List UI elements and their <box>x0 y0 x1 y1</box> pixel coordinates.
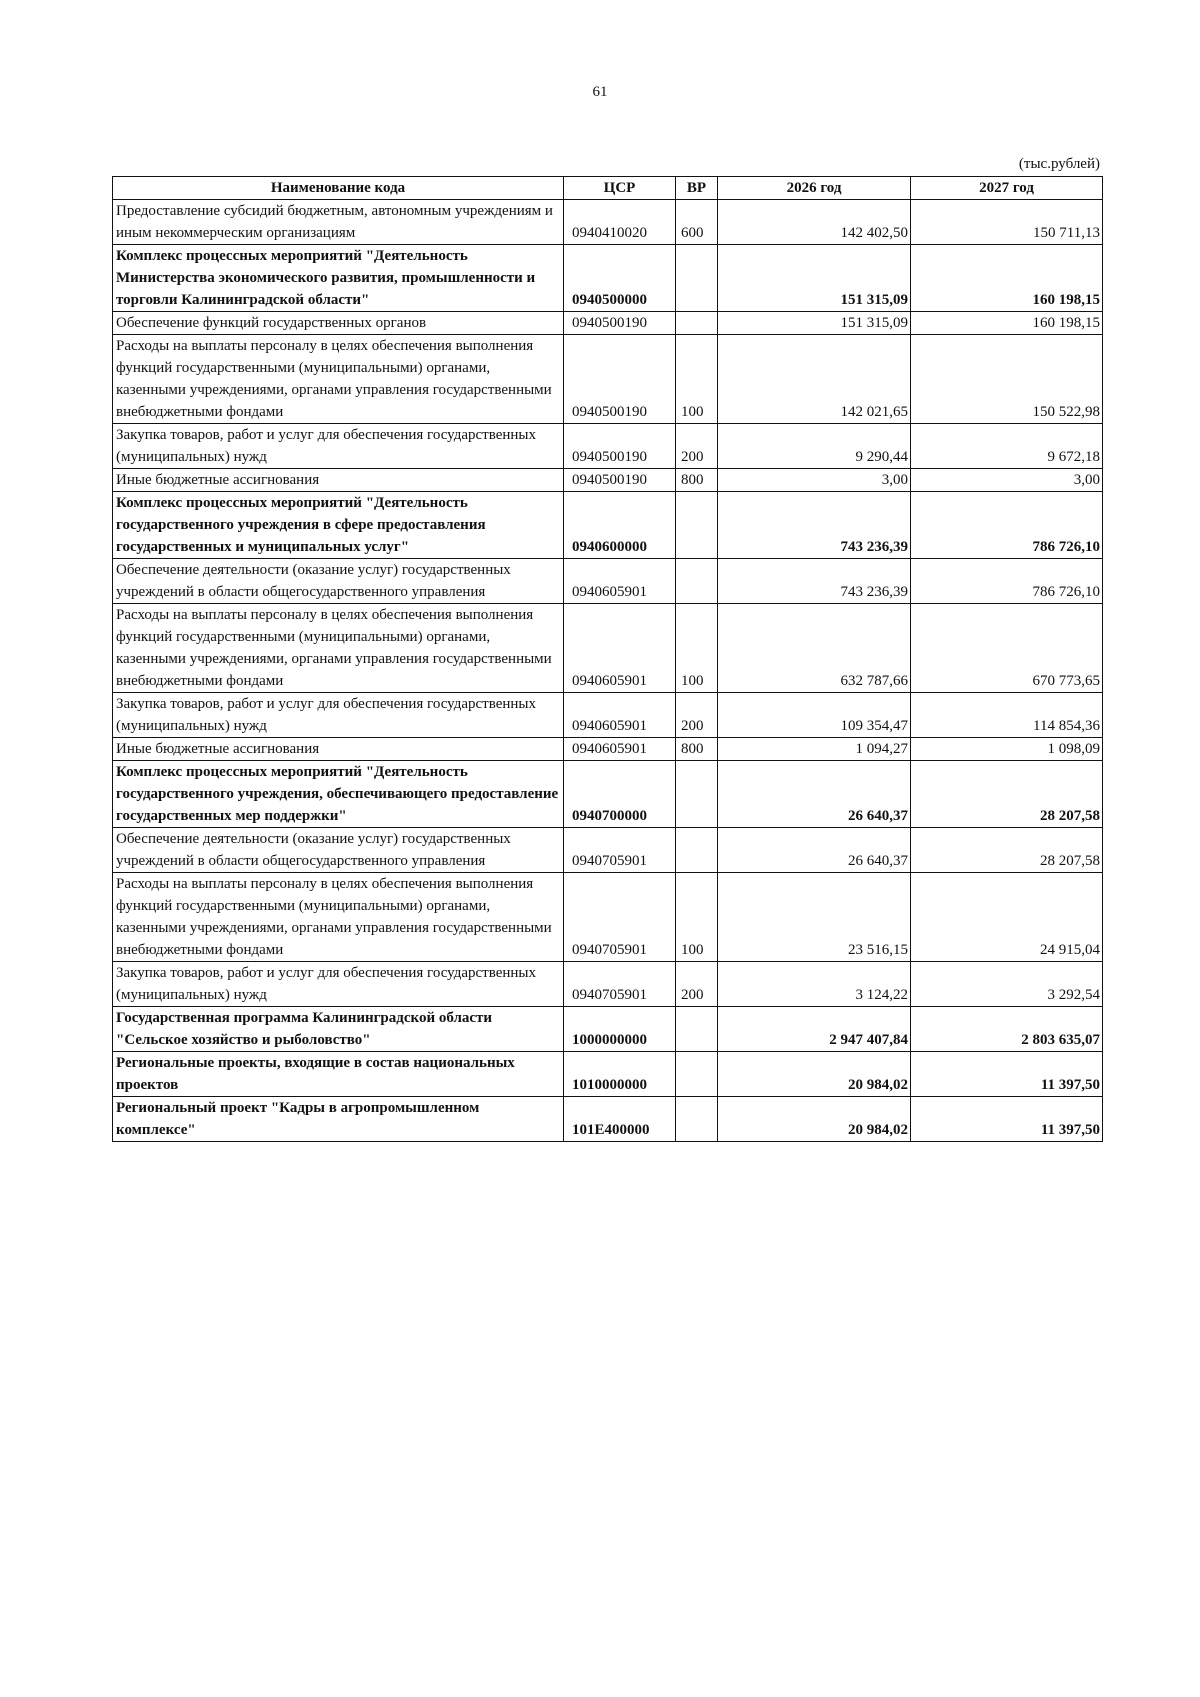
page-number: 61 <box>592 84 608 100</box>
row-2027: 114 854,36 <box>911 693 1103 738</box>
header-vr: ВР <box>676 177 718 200</box>
row-vr: 200 <box>676 424 718 469</box>
row-vr <box>676 559 718 604</box>
row-2026: 3,00 <box>718 469 911 492</box>
row-name: Обеспечение функций государственных органов <box>113 312 564 335</box>
header-2027: 2027 год <box>911 177 1103 200</box>
row-2027: 2 803 635,07 <box>911 1007 1103 1052</box>
row-vr: 800 <box>676 469 718 492</box>
table-row <box>113 1097 1103 1142</box>
row-2027: 160 198,15 <box>911 312 1103 335</box>
row-csr: 0940705901 <box>564 873 676 962</box>
row-csr: 0940600000 <box>564 492 676 559</box>
row-2026: 1 094,27 <box>718 738 911 761</box>
row-2026: 151 315,09 <box>718 312 911 335</box>
row-2026: 109 354,47 <box>718 693 911 738</box>
header-csr: ЦСР <box>564 177 676 200</box>
row-name: Иные бюджетные ассигнования <box>113 738 564 761</box>
row-2026: 632 787,66 <box>718 604 911 693</box>
unit-label: (тыс.рублей) <box>1018 156 1100 172</box>
row-csr: 0940410020 <box>564 200 676 245</box>
row-name: Комплекс процессных мероприятий "Деятельность государственного учреждения в сфере предоставления государственных и муниципальных услуг" <box>113 492 564 559</box>
row-2027: 3 292,54 <box>911 962 1103 1007</box>
row-name: Закупка товаров, работ и услуг для обеспечения государственных (муниципальных) нужд <box>113 424 564 469</box>
row-csr: 1010000000 <box>564 1052 676 1097</box>
table-row <box>113 962 1103 1007</box>
row-vr: 200 <box>676 693 718 738</box>
row-2027: 786 726,10 <box>911 559 1103 604</box>
row-name: Расходы на выплаты персоналу в целях обеспечения выполнения функций государственными (муниципальными) органами, казенными учреждениями, органами управления государственными внебюджетными фондами <box>113 873 564 962</box>
header-2026: 2026 год <box>718 177 911 200</box>
row-vr: 600 <box>676 200 718 245</box>
row-2026: 20 984,02 <box>718 1052 911 1097</box>
row-vr <box>676 245 718 312</box>
row-name: Региональный проект "Кадры в агропромышленном комплексе" <box>113 1097 564 1142</box>
row-2027: 670 773,65 <box>911 604 1103 693</box>
row-vr <box>676 761 718 828</box>
row-name: Иные бюджетные ассигнования <box>113 469 564 492</box>
row-2026: 9 290,44 <box>718 424 911 469</box>
row-2026: 23 516,15 <box>718 873 911 962</box>
row-csr: 0940705901 <box>564 962 676 1007</box>
row-name: Расходы на выплаты персоналу в целях обеспечения выполнения функций государственными (муниципальными) органами, казенными учреждениями, органами управления государственными внебюджетными фондами <box>113 604 564 693</box>
row-csr: 0940500190 <box>564 312 676 335</box>
row-vr: 800 <box>676 738 718 761</box>
table-row <box>113 761 1103 828</box>
row-2026: 151 315,09 <box>718 245 911 312</box>
row-name: Закупка товаров, работ и услуг для обеспечения государственных (муниципальных) нужд <box>113 693 564 738</box>
row-2026: 3 124,22 <box>718 962 911 1007</box>
row-vr: 100 <box>676 604 718 693</box>
row-vr <box>676 492 718 559</box>
row-2026: 743 236,39 <box>718 492 911 559</box>
row-csr: 0940700000 <box>564 761 676 828</box>
row-2026: 26 640,37 <box>718 761 911 828</box>
row-vr <box>676 1052 718 1097</box>
table-row <box>113 424 1103 469</box>
row-name: Предоставление субсидий бюджетным, автономным учреждениям и иным некоммерческим организациям <box>113 200 564 245</box>
row-vr: 100 <box>676 335 718 424</box>
row-name: Обеспечение деятельности (оказание услуг) государственных учреждений в области общегосударственного управления <box>113 559 564 604</box>
row-csr: 0940605901 <box>564 738 676 761</box>
row-csr: 0940500190 <box>564 335 676 424</box>
row-2026: 2 947 407,84 <box>718 1007 911 1052</box>
row-2027: 28 207,58 <box>911 828 1103 873</box>
row-csr: 101Е400000 <box>564 1097 676 1142</box>
row-csr: 0940500190 <box>564 469 676 492</box>
table-row <box>113 1007 1103 1052</box>
row-csr: 0940605901 <box>564 604 676 693</box>
row-2026: 20 984,02 <box>718 1097 911 1142</box>
table-row <box>113 312 1103 335</box>
row-2027: 1 098,09 <box>911 738 1103 761</box>
table-row <box>113 245 1103 312</box>
row-2026: 743 236,39 <box>718 559 911 604</box>
table-row <box>113 200 1103 245</box>
row-csr: 0940605901 <box>564 693 676 738</box>
row-vr <box>676 1007 718 1052</box>
header-name: Наименование кода <box>113 177 564 200</box>
row-vr <box>676 312 718 335</box>
row-2027: 150 522,98 <box>911 335 1103 424</box>
row-name: Расходы на выплаты персоналу в целях обеспечения выполнения функций государственными (муниципальными) органами, казенными учреждениями, органами управления государственными внебюджетными фондами <box>113 335 564 424</box>
row-2026: 142 021,65 <box>718 335 911 424</box>
row-csr: 0940705901 <box>564 828 676 873</box>
row-vr: 200 <box>676 962 718 1007</box>
row-2027: 11 397,50 <box>911 1097 1103 1142</box>
table-row <box>113 492 1103 559</box>
row-name: Комплекс процессных мероприятий "Деятельность государственного учреждения, обеспечивающего предоставление государственных мер поддержки" <box>113 761 564 828</box>
table-row <box>113 604 1103 693</box>
row-name: Обеспечение деятельности (оказание услуг) государственных учреждений в области общегосударственного управления <box>113 828 564 873</box>
row-csr: 0940500000 <box>564 245 676 312</box>
table-row <box>113 738 1103 761</box>
row-2027: 9 672,18 <box>911 424 1103 469</box>
row-name: Комплекс процессных мероприятий "Деятельность Министерства экономического развития, промышленности и торговли Калининградской области" <box>113 245 564 312</box>
table-row <box>113 559 1103 604</box>
table-body <box>113 200 1103 1142</box>
table-row <box>113 469 1103 492</box>
row-2027: 150 711,13 <box>911 200 1103 245</box>
row-name: Закупка товаров, работ и услуг для обеспечения государственных (муниципальных) нужд <box>113 962 564 1007</box>
row-name: Государственная программа Калининградской области "Сельское хозяйство и рыболовство" <box>113 1007 564 1052</box>
row-vr: 100 <box>676 873 718 962</box>
table-row <box>113 335 1103 424</box>
row-2027: 24 915,04 <box>911 873 1103 962</box>
budget-table <box>112 176 1103 1142</box>
row-csr: 0940500190 <box>564 424 676 469</box>
table-row <box>113 873 1103 962</box>
row-name: Региональные проекты, входящие в состав национальных проектов <box>113 1052 564 1097</box>
row-vr <box>676 828 718 873</box>
row-vr <box>676 1097 718 1142</box>
table-row <box>113 828 1103 873</box>
row-2027: 28 207,58 <box>911 761 1103 828</box>
table-header-row <box>113 177 1103 200</box>
row-2027: 3,00 <box>911 469 1103 492</box>
table-row <box>113 1052 1103 1097</box>
row-2026: 26 640,37 <box>718 828 911 873</box>
row-2026: 142 402,50 <box>718 200 911 245</box>
row-csr: 0940605901 <box>564 559 676 604</box>
row-2027: 786 726,10 <box>911 492 1103 559</box>
row-csr: 1000000000 <box>564 1007 676 1052</box>
row-2027: 11 397,50 <box>911 1052 1103 1097</box>
table-row <box>113 693 1103 738</box>
row-2027: 160 198,15 <box>911 245 1103 312</box>
